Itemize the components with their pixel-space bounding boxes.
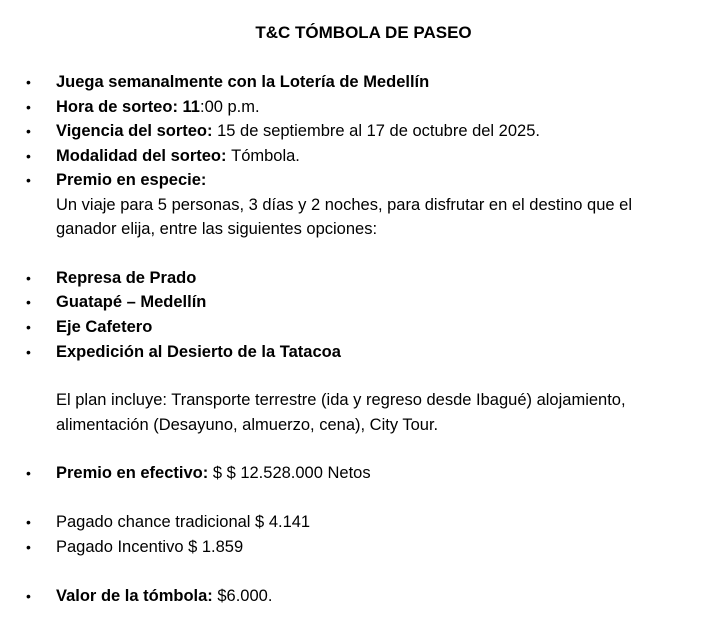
bullet: • <box>26 514 31 530</box>
play-text: Juega semanalmente con la Lotería de Medellín <box>56 73 430 91</box>
cash-prize-value: $ $ 12.528.000 Netos <box>212 464 371 482</box>
bullet: • <box>26 123 31 139</box>
cash-prize-text <box>56 463 371 483</box>
cash-prize-label: Premio en efectivo: <box>56 464 213 482</box>
draw-time-rest: :00 p.m. <box>199 98 260 116</box>
payout-text: Pagado Incentivo $ 1.859 <box>56 538 244 556</box>
plan-text-1: El plan incluye: Transporte terrestre (ida y regreso desde Ibagué) alojamiento, <box>56 391 626 409</box>
document-title: T&C TÓMBOLA DE PASEO <box>255 23 472 42</box>
draw-time-hour: 11 <box>182 98 200 116</box>
destination-name: Eje Cafetero <box>56 318 153 336</box>
bullet: • <box>26 539 31 555</box>
bullet: • <box>26 270 31 286</box>
plan-text-2: alimentación (Desayuno, almuerzo, cena), City Tour. <box>56 416 439 434</box>
price-value: $6.000. <box>217 587 273 605</box>
draw-time-text <box>56 97 260 117</box>
price-label: Valor de la tómbola: <box>56 587 218 605</box>
bullet: • <box>26 74 31 90</box>
bullet: • <box>26 294 31 310</box>
destination-name: Expedición al Desierto de la Tatacoa <box>56 343 341 361</box>
mode-label: Modalidad del sorteo: <box>56 147 232 165</box>
destination-name: Represa de Prado <box>56 269 197 287</box>
bullet: • <box>26 344 31 360</box>
bullet: • <box>26 465 31 481</box>
bullet: • <box>26 319 31 335</box>
draw-time-label: Hora de sorteo: <box>56 98 183 116</box>
price-text <box>56 586 272 606</box>
payout-text: Pagado chance tradicional $ 4.141 <box>56 513 311 531</box>
mode-value: Tómbola. <box>231 147 300 165</box>
validity-label: Vigencia del sorteo: <box>56 122 218 140</box>
validity-value: 15 de septiembre al 17 de octubre del 2025. <box>217 122 540 140</box>
bullet: • <box>26 148 31 164</box>
prize-desc-1: Un viaje para 5 personas, 3 días y 2 noches, para disfrutar en el destino que el <box>56 196 633 214</box>
bullet: • <box>26 588 31 604</box>
bullet: • <box>26 172 31 188</box>
prize-label: Premio en especie: <box>56 171 207 189</box>
mode-text <box>56 146 300 166</box>
bullet: • <box>26 99 31 115</box>
prize-desc-2: ganador elija, entre las siguientes opciones: <box>56 220 378 238</box>
destination-name: Guatapé – Medellín <box>56 293 207 311</box>
validity-text <box>56 121 540 141</box>
